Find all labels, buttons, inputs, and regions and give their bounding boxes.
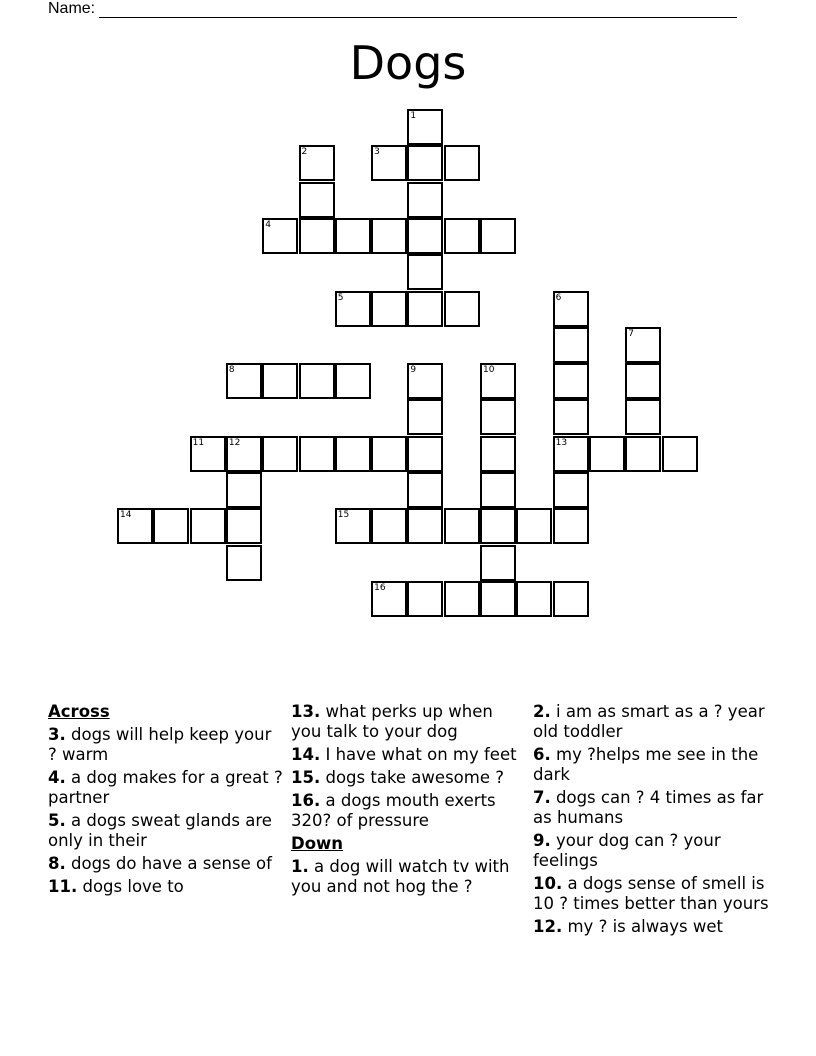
grid-cell[interactable] xyxy=(553,581,589,617)
clue-number: 11 xyxy=(192,437,205,448)
grid-cell[interactable] xyxy=(480,581,516,617)
down-heading: Down xyxy=(291,834,344,853)
clue-item xyxy=(533,788,773,828)
clue-item-number: 12. xyxy=(533,917,563,936)
name-label: Name: xyxy=(48,0,96,17)
grid-cell[interactable] xyxy=(553,508,589,544)
grid-cell[interactable] xyxy=(553,399,589,435)
clue-item xyxy=(533,831,773,871)
grid-cell[interactable] xyxy=(226,472,262,508)
grid-cell-8[interactable] xyxy=(226,363,262,399)
grid-cell[interactable] xyxy=(553,472,589,508)
clue-item-number: 15. xyxy=(291,768,321,787)
clue-item xyxy=(291,745,527,765)
grid-cell-1[interactable] xyxy=(407,109,443,145)
clue-column-1 xyxy=(48,702,284,900)
clue-item-text: a dogs sweat glands are only in their xyxy=(48,811,272,850)
grid-cell[interactable] xyxy=(553,327,589,363)
clue-column-3 xyxy=(533,702,773,940)
clue-item xyxy=(48,854,284,874)
clue-number: 2 xyxy=(301,147,308,158)
grid-cell-16[interactable] xyxy=(371,581,407,617)
grid-cell[interactable] xyxy=(371,291,407,327)
grid-cell[interactable] xyxy=(516,508,552,544)
grid-cell[interactable] xyxy=(589,436,625,472)
grid-cell[interactable] xyxy=(480,218,516,254)
grid-cell[interactable] xyxy=(226,545,262,581)
grid-cell[interactable] xyxy=(407,508,443,544)
grid-cell[interactable] xyxy=(407,145,443,181)
clue-item-text: my ?helps me see in the dark xyxy=(533,745,759,784)
grid-cell[interactable] xyxy=(407,399,443,435)
grid-cell[interactable] xyxy=(226,508,262,544)
clue-number: 5 xyxy=(337,292,344,303)
grid-cell[interactable] xyxy=(662,436,698,472)
clue-number: 7 xyxy=(628,328,634,339)
clue-item xyxy=(291,768,527,788)
across-clue-list xyxy=(48,725,284,897)
grid-cell[interactable] xyxy=(553,363,589,399)
grid-cell-6[interactable] xyxy=(553,291,589,327)
clue-item xyxy=(48,725,284,765)
clue-number: 14 xyxy=(120,510,132,521)
clue-item xyxy=(533,702,773,742)
clue-item-text: a dogs sense of smell is 10 ? times better than yours xyxy=(533,874,769,913)
grid-cell[interactable] xyxy=(480,472,516,508)
clue-item-number: 16. xyxy=(291,791,321,810)
clue-item-number: 1. xyxy=(291,857,309,876)
clue-item-text: my ? is always wet xyxy=(567,917,724,936)
grid-cell[interactable] xyxy=(407,472,443,508)
grid-cell[interactable] xyxy=(407,581,443,617)
grid-cell[interactable] xyxy=(625,363,661,399)
grid-cell[interactable] xyxy=(444,291,480,327)
clue-item-text: dogs do have a sense of xyxy=(71,854,272,873)
clue-number: 3 xyxy=(374,147,380,158)
grid-cell[interactable] xyxy=(262,436,298,472)
across-clue-list-continued xyxy=(291,702,527,831)
grid-cell-3[interactable] xyxy=(371,145,407,181)
clue-column-2 xyxy=(291,702,527,900)
grid-cell-15[interactable] xyxy=(335,508,371,544)
grid-cell-12[interactable] xyxy=(226,436,262,472)
grid-cell[interactable] xyxy=(480,436,516,472)
clue-number: 12 xyxy=(228,437,241,448)
grid-cell[interactable] xyxy=(625,436,661,472)
grid-cell[interactable] xyxy=(407,291,443,327)
grid-cell-13[interactable] xyxy=(553,436,589,472)
clue-item xyxy=(291,857,527,897)
clue-item-text: a dog makes for a great ? partner xyxy=(48,768,283,807)
clue-number: 4 xyxy=(265,219,271,230)
clue-number: 1 xyxy=(410,111,417,121)
grid-cell-14[interactable] xyxy=(117,508,153,544)
clue-item-text: I have what on my feet xyxy=(325,745,517,764)
clue-item-number: 8. xyxy=(48,854,66,873)
grid-cell[interactable] xyxy=(407,218,443,254)
grid-cell[interactable] xyxy=(262,363,298,399)
clue-item-text: a dogs mouth exerts 320? of pressure xyxy=(291,791,496,830)
grid-cell[interactable] xyxy=(444,508,480,544)
clue-number: 13 xyxy=(555,437,568,448)
grid-cell-2[interactable] xyxy=(299,145,335,181)
clue-item-number: 10. xyxy=(533,874,563,893)
grid-cell-5[interactable] xyxy=(335,291,371,327)
clue-item-number: 3. xyxy=(48,725,66,744)
clue-item-number: 9. xyxy=(533,831,551,850)
clue-item-number: 5. xyxy=(48,811,66,830)
clue-item-number: 14. xyxy=(291,745,321,764)
clue-number: 15 xyxy=(337,510,350,521)
down-clue-list-continued xyxy=(533,702,773,937)
clue-item-text: i am as smart as a ? year old toddler xyxy=(533,702,765,741)
grid-cell[interactable] xyxy=(335,436,371,472)
grid-cell[interactable] xyxy=(299,436,335,472)
across-heading: Across xyxy=(48,702,110,721)
clue-item-text: dogs will help keep your ? warm xyxy=(48,725,272,764)
clue-item xyxy=(291,702,527,742)
clue-item-number: 7. xyxy=(533,788,551,807)
grid-cell[interactable] xyxy=(407,182,443,218)
grid-cell[interactable] xyxy=(480,399,516,435)
grid-cell-9[interactable] xyxy=(407,363,443,399)
clue-number: 6 xyxy=(555,292,562,303)
clue-item-number: 11. xyxy=(48,877,78,896)
clue-number: 16 xyxy=(374,582,386,593)
clue-item xyxy=(48,811,284,851)
clue-number: 8 xyxy=(228,365,235,376)
grid-cell[interactable] xyxy=(625,399,661,435)
grid-cell-4[interactable] xyxy=(262,218,298,254)
clue-item-text: your dog can ? your feelings xyxy=(533,831,721,870)
grid-cell[interactable] xyxy=(371,218,407,254)
clue-number: 10 xyxy=(483,365,495,376)
grid-cell[interactable] xyxy=(190,508,226,544)
grid-cell[interactable] xyxy=(335,218,371,254)
clue-item-text: dogs love to xyxy=(82,877,184,896)
grid-cell[interactable] xyxy=(299,218,335,254)
page-title: Dogs xyxy=(349,36,467,90)
down-clue-list xyxy=(291,857,527,897)
grid-cell[interactable] xyxy=(371,436,407,472)
clue-item xyxy=(533,745,773,785)
clue-item xyxy=(533,874,773,914)
clue-item-number: 13. xyxy=(291,702,321,721)
clue-item-number: 4. xyxy=(48,768,66,787)
clue-item-text: dogs take awesome ? xyxy=(325,768,504,787)
clue-item-number: 2. xyxy=(533,702,551,721)
grid-cell[interactable] xyxy=(299,363,335,399)
grid-cell[interactable] xyxy=(299,182,335,218)
clue-item-number: 6. xyxy=(533,745,551,764)
grid-cell[interactable] xyxy=(407,436,443,472)
grid-cell-11[interactable] xyxy=(190,436,226,472)
grid-cell-10[interactable] xyxy=(480,363,516,399)
grid-cell[interactable] xyxy=(480,545,516,581)
clue-item xyxy=(291,791,527,831)
clue-item xyxy=(48,877,284,897)
grid-cell[interactable] xyxy=(371,508,407,544)
grid-cell[interactable] xyxy=(516,581,552,617)
grid-cell[interactable] xyxy=(407,254,443,290)
clue-item xyxy=(533,917,773,937)
clue-item-text: what perks up when you talk to your dog xyxy=(291,702,493,741)
clue-item-text: a dog will watch tv with you and not hog the ? xyxy=(291,857,510,896)
clue-item xyxy=(48,768,284,808)
grid-cell[interactable] xyxy=(480,508,516,544)
grid-cell-7[interactable] xyxy=(625,327,661,363)
grid-cell[interactable] xyxy=(444,145,480,181)
clue-number: 9 xyxy=(410,365,417,376)
grid-cell[interactable] xyxy=(444,581,480,617)
grid-cell[interactable] xyxy=(153,508,189,544)
clue-item-text: dogs can ? 4 times as far as humans xyxy=(533,788,764,827)
grid-cell[interactable] xyxy=(335,363,371,399)
grid-cell[interactable] xyxy=(444,218,480,254)
